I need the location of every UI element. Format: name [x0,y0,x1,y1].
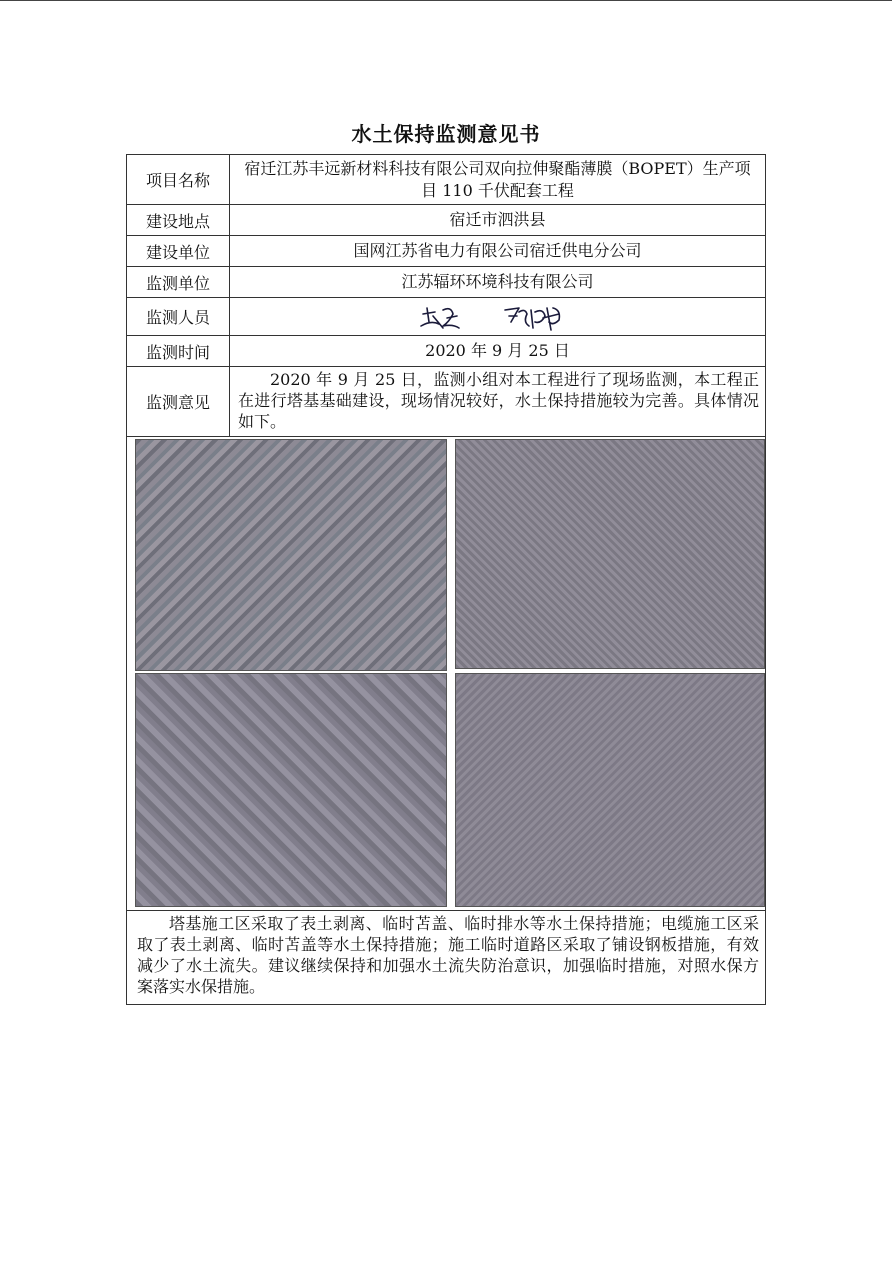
project-name-value: 宿迁江苏丰远新材料科技有限公司双向拉伸聚酯薄膜（BOPET）生产项目 110 千伏配套工程 [244,158,751,200]
location-label: 建设地点 [127,205,230,235]
site-photos [127,437,765,911]
row-location [127,205,765,236]
project-name-label: 项目名称 [127,155,230,204]
row-monitor-time [127,336,765,367]
monitoring-form [126,154,766,1005]
opinion-value [230,367,765,436]
builder-value: 国网江苏省电力有限公司宿迁供电分公司 [353,241,642,260]
site-photo-4 [455,673,765,907]
site-photo-3 [135,673,447,907]
row-monitor-staff [127,298,765,336]
monitor-org-label: 监测单位 [127,267,230,297]
handwritten-signature [413,300,583,334]
site-photo-1 [135,439,447,671]
monitor-staff-label: 监测人员 [127,298,230,335]
summary-section [127,911,765,1004]
monitor-time-value: 2020 年 9 月 25 日 [425,341,570,360]
row-project-name [127,155,765,205]
monitor-staff-value [230,298,765,335]
top-border-line [0,0,892,1]
row-opinion [127,367,765,437]
row-builder [127,236,765,267]
site-photo-2 [455,439,765,669]
summary-text: 塔基施工区采取了表土剥离、临时苫盖、临时排水等水土保持措施；电缆施工区采取了表土剥离、临时苫盖等水土保持措施；施工临时道路区采取了铺设钢板措施，有效减少了水土流失。建议继续保持和加强水土流失防治意识，加强临时措施，对照水保方案落实水保措施。 [137,914,759,996]
builder-label: 建设单位 [127,236,230,266]
monitor-time-label: 监测时间 [127,336,230,366]
opinion-text: 2020 年 9 月 25 日，监测小组对本工程进行了现场监测，本工程正在进行塔基基础建设，现场情况较好，水土保持措施较为完善。具体情况如下。 [238,370,759,431]
monitor-org-value: 江苏辐环环境科技有限公司 [401,272,594,291]
document-title: 水土保持监测意见书 [351,122,541,146]
location-value: 宿迁市泗洪县 [449,210,546,229]
row-monitor-org [127,267,765,298]
opinion-label: 监测意见 [127,367,230,436]
